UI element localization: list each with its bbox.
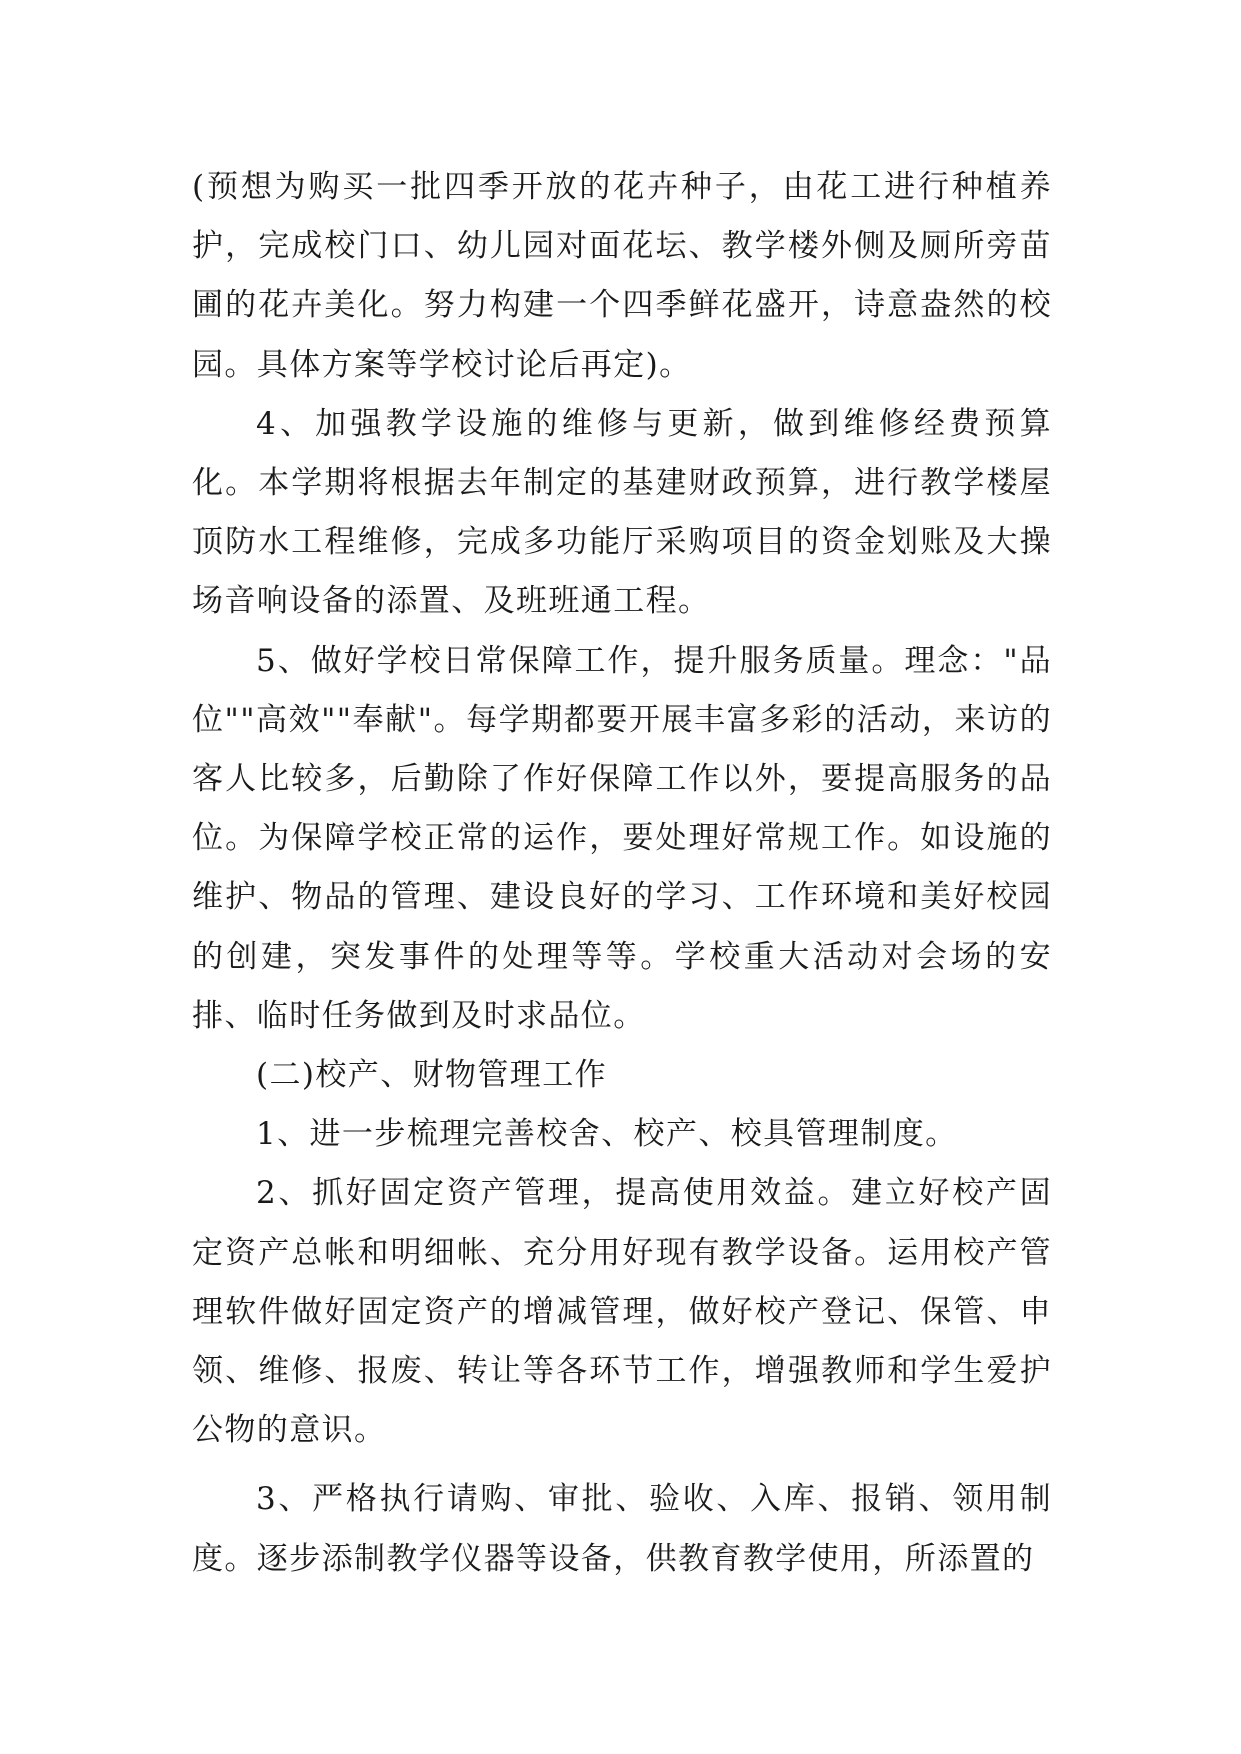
paragraph-flower-plan: (预想为购买一批四季开放的花卉种子，由花工进行种植养护，完成校门口、幼儿园对面花坛、教学楼外侧及厕所旁苗圃的花卉美化。努力构建一个四季鲜花盛开，诗意盎然的校园。具体方案等学校讨论后再定)。 — [192, 169, 1052, 383]
paragraph-sub-item-3: 3、严格执行请购、审批、验收、入库、报销、领用制度。逐步添制教学仪器等设备，供教育教学使用，所添置的 — [192, 1481, 1052, 1577]
section-heading-2: (二)校产、财物管理工作 — [256, 1057, 607, 1094]
paragraph-item-4: 4、加强教学设施的维修与更新，做到维修经费预算化。本学期将根据去年制定的基建财政预算，进行教学楼屋顶防水工程维修，完成多功能厅采购项目的资金划账及大操场音响设备的添置、及班班通工程。 — [192, 405, 1052, 620]
document-body — [192, 158, 1052, 1589]
paragraph-item-5: 5、做好学校日常保障工作，提升服务质量。理念："品位""高效""奉献"。每学期都要开展丰富多彩的活动，来访的客人比较多，后勤除了作好保障工作以外，要提高服务的品位。为保障学校正常的运作，要处理好常规工作。如设施的维护、物品的管理、建设良好的学习、工作环境和美好校园的创建，突发事件的处理等等。学校重大活动对会场的安排、临时任务做到及时求品位。 — [192, 642, 1052, 1034]
paragraph-sub-item-1: 1、进一步梳理完善校舍、校产、校具管理制度。 — [256, 1116, 958, 1153]
paragraph-sub-item-2: 2、抓好固定资产管理，提高使用效益。建立好校产固定资产总帐和明细帐、充分用好现有教学设备。运用校产管理软件做好固定资产的增减管理，做好校产登记、保管、申领、维修、报废、转让等各环节工作，增强教师和学生爱护公物的意识。 — [192, 1175, 1052, 1449]
